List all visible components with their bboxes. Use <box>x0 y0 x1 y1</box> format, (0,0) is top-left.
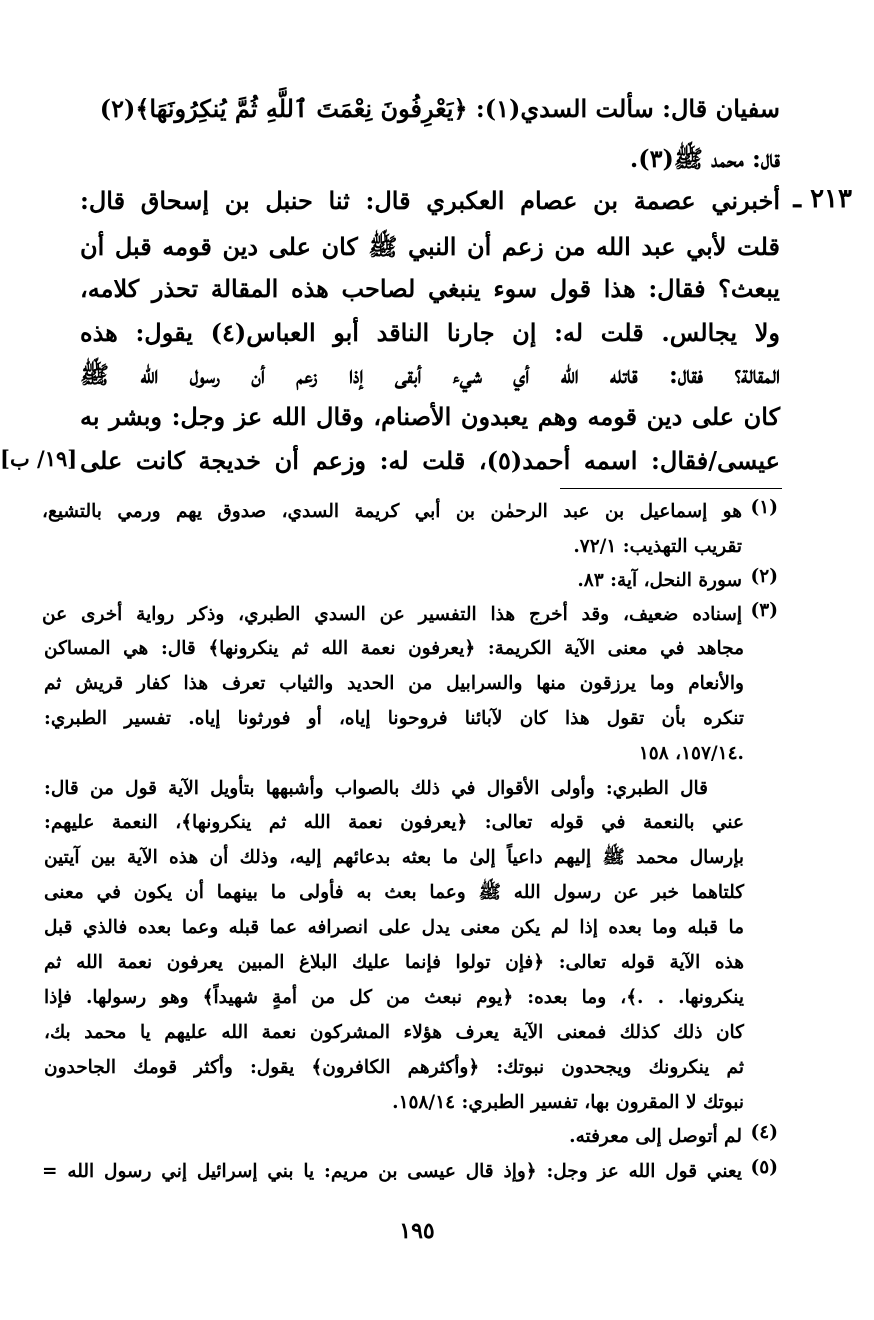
main-line-5: يبعث؟ فقال: هذا قول سوء ينبغي لصاحب هذه المقالة تحذر كلامه، <box>80 274 780 303</box>
footnote-2-number: (٢) <box>750 566 778 587</box>
footnote-3-line-4: تنكره بأن تقول هذا كان لآبائنا فروحونا إياه، أو فورثونا إياه. تفسير الطبري: <box>44 708 744 729</box>
footnote-3-line-5: ١٥٧/١٤، ١٥٨. <box>638 743 744 764</box>
footnote-3-number: (٣) <box>750 600 778 621</box>
main-line-4: قلت لأبي عبد الله من زعم أن النبي ﷺ كان على دين قومه قبل أن <box>80 232 780 261</box>
footnote-3-para2-line-2: عني بالنعمة في قوله تعالى: ﴿يعرفون نعمة الله ثم ينكرونها﴾، النعمة عليهم: <box>44 812 744 833</box>
footnote-4-number: (٤) <box>750 1122 778 1143</box>
footnote-1-line-1: هو إسماعيل بن عبد الرحمٰن بن أبي كريمة السدي، صدوق يهم ورمي بالتشيع، <box>42 501 742 522</box>
page-number: ١٩٥ <box>399 1218 435 1244</box>
main-line-6: ولا يجالس. قلت له: إن جارنا الناقد أبو العباس(٤) يقول: هذه <box>80 318 780 347</box>
main-line-9: عيسى/فقال: اسمه أحمد(٥)، قلت له: وزعم أن خديجة كانت على <box>80 446 780 475</box>
footnote-separator <box>560 488 782 489</box>
footnote-5-number: (٥) <box>750 1157 778 1178</box>
footnote-3-para2-line-6: هذه الآية قوله تعالى: ﴿فإن تولوا فإنما عليك البلاغ المبين يعرفون نعمة الله ثم <box>44 952 744 973</box>
footnote-3-para2-line-9: ثم ينكرونك ويجحدون نبوتك: ﴿وأكثرهم الكافرون﴾ يقول: وأكثر قومك الجاحدون <box>44 1057 744 1078</box>
main-line-8: كان على دين قومه وهم يعبدون الأصنام، وقال الله عز وجل: وبشر به <box>80 402 780 431</box>
footnote-4-line-1: لم أتوصل إلى معرفته. <box>569 1126 742 1147</box>
footnote-3-line-2: مجاهد في معنى الآية الكريمة: ﴿يعرفون نعمة الله ثم ينكرونها﴾ قال: هي المساكن <box>44 638 744 659</box>
footnote-3-para2-line-3: بإرسال محمد ﷺ إليهم داعياً إلىٰ ما بعثه بدعائهم إليه، وذلك أن هذه الآية بين آيتين <box>44 847 744 868</box>
main-line-2: قال: محمد ﷺ(٣). <box>629 144 780 173</box>
manuscript-folio-ref: [١٩/ ب] <box>0 446 78 471</box>
footnote-3-line-3: والأنعام وما يرزقون منها والسرابيل من الحديد والثياب تعرف هذا كفار قريش ثم <box>44 673 744 694</box>
item-number: ٢١٣ ـ <box>793 184 852 214</box>
footnote-1-line-2: تقريب التهذيب: ٧٢/١. <box>573 536 742 557</box>
footnote-3-para2-line-7: ينكرونها. . .﴾، وما بعده: ﴿يوم نبعث من كل من أمةٍ شهيداً﴾ وهو رسولها. فإذا <box>44 987 744 1008</box>
footnote-5-line-1: يعني قول الله عز وجل: ﴿وإذ قال عيسى بن مريم: يا بني إسرائيل إني رسول الله = <box>42 1161 742 1182</box>
footnote-3-para2-line-1: قال الطبري: وأولى الأقوال في ذلك بالصواب وأشبهها بتأويل الآية قول من قال: <box>44 778 708 799</box>
footnote-3-line-1: إسناده ضعيف، وقد أخرج هذا التفسير عن السدي الطبري، وذكر رواية أخرى عن <box>42 604 742 625</box>
footnote-3-para2-line-4: كلتاهما خبر عن رسول الله ﷺ وعما بعث به فأولى ما بينهما أن يكون في معنى <box>44 882 744 903</box>
main-line-7: المقالة؟ فقال: قاتله الله أي شيء أبقى إذا زعم أن رسول الله ﷺ <box>80 360 780 389</box>
footnote-2-line-1: سورة النحل، آية: ٨٣. <box>577 570 742 591</box>
footnote-1-number: (١) <box>750 497 778 518</box>
main-line-1-text: سفيان قال: سألت السدي(١): ﴿يَعْرِفُونَ نِعْمَتَ ٱللَّهِ ثُمَّ يُنكِرُونَهَا﴾(٢) <box>99 94 780 123</box>
footnote-3-para2-line-5: ما قبله وما بعده إذا لم يكن معنى يدل على انصرافه عما قبله وعما بعده فالذي قبل <box>44 917 744 938</box>
footnote-3-para2-line-10: نبوتك لا المقرون بها، تفسير الطبري: ١٥٨/١٤. <box>392 1092 744 1113</box>
main-line-3: أخبرني عصمة بن عصام العكبري قال: ثنا حنبل بن إسحاق قال: <box>80 186 780 215</box>
footnote-3-para2-line-8: كان ذلك كذلك فمعنى الآية يعرف هؤلاء المشركون نعمة الله عليهم يا محمد بك، <box>44 1022 744 1043</box>
main-line-1 <box>80 92 780 126</box>
